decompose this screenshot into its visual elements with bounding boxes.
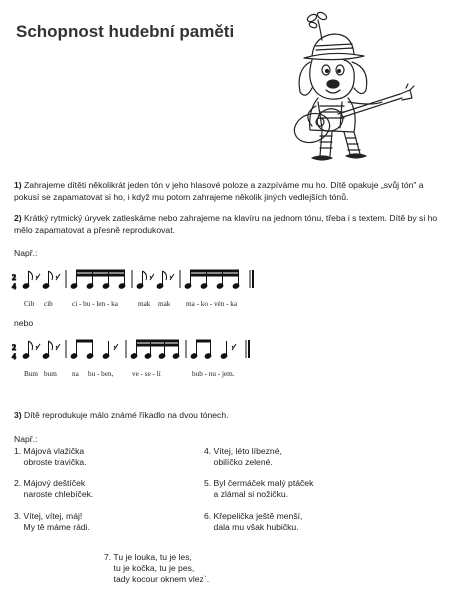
example-label-1: Např.: [14,248,38,258]
lyric: cib [44,300,53,308]
rhythm-example-1 [10,266,270,314]
lyric: mak [138,300,151,308]
lyric: mak [158,300,171,308]
beam [77,270,125,272]
rhyme-item: 4. Vítej, léto líbezné, obilíčko zelené. [204,446,282,467]
instruction-3 [14,410,442,422]
rhyme-item: 1. Májová vlažička obroste travička. [14,446,87,467]
instruction-2 [14,213,442,236]
eighth-rest [56,274,60,280]
dog-guitarist-illustration [282,10,442,170]
time-signature-bottom: 4 [12,282,16,291]
instruction-2-number: 2) [14,213,22,223]
instruction-2-text: Krátký rytmický úryvek zatleskáme nebo zahrajeme na klavíru na jednom tónu, třeba i s textem. Dítě by si ho mělo zapamatovat a přesně reprodukovat. [14,213,438,235]
lyric: bub - nu - jem. [192,370,235,378]
lyric: ci - bu - len - ka [72,300,118,308]
rhythm-example-2 [10,336,270,384]
instruction-1-text: Zahrajeme dítěti několikrát jeden tón v jeho hlasové poloze a zazpíváme mu ho. Dítě opakuje „svůj tón" a pokusí se zapamatovat si ho, i když mu potom zahrajeme několik jiných vedlejších tónů. [14,180,424,202]
eighth-rest [36,274,40,280]
instruction-1-number: 1) [14,180,22,190]
beam [77,274,125,276]
instruction-3-text: Dítě reprodukuje málo známé říkadlo na dvou tónech. [24,410,229,420]
lyric: ma - ko - vén - ka [186,300,238,308]
lyric: bu - ben, [88,370,114,378]
lyric: ve - se - lí [132,370,161,378]
time-signature-bottom: 4 [12,352,16,361]
time-signature-top: 2 [12,273,16,282]
instruction-1 [14,180,442,203]
rhyme-item: 6. Křepelička ještě menší, dala mu však hubičku. [204,511,303,532]
page-title: Schopnost hudební paměti [16,22,235,41]
lyric: bum [44,370,57,378]
lyric: Bum [24,370,38,378]
rhyme-item: 2. Májový deštíček naroste chlebíček. [14,478,94,499]
instruction-3-number: 3) [14,410,22,420]
example-label-2: Např.: [14,434,38,444]
lyric: na [72,370,79,378]
rhyme-item: 7. Tu je louka, tu je les, tu je kočka, tu je pes, tady kocour oknem vlez`. [104,552,210,584]
rhyme-item: 3. Vítej, vítej, máj! My tě máme rádi. [14,511,90,532]
time-signature-top: 2 [12,343,16,352]
lyric: Cib [24,300,35,308]
rhyme-item: 5. Byl čermáček malý ptáček a zlámal si nožičku. [204,478,314,499]
or-label: nebo [14,318,34,328]
